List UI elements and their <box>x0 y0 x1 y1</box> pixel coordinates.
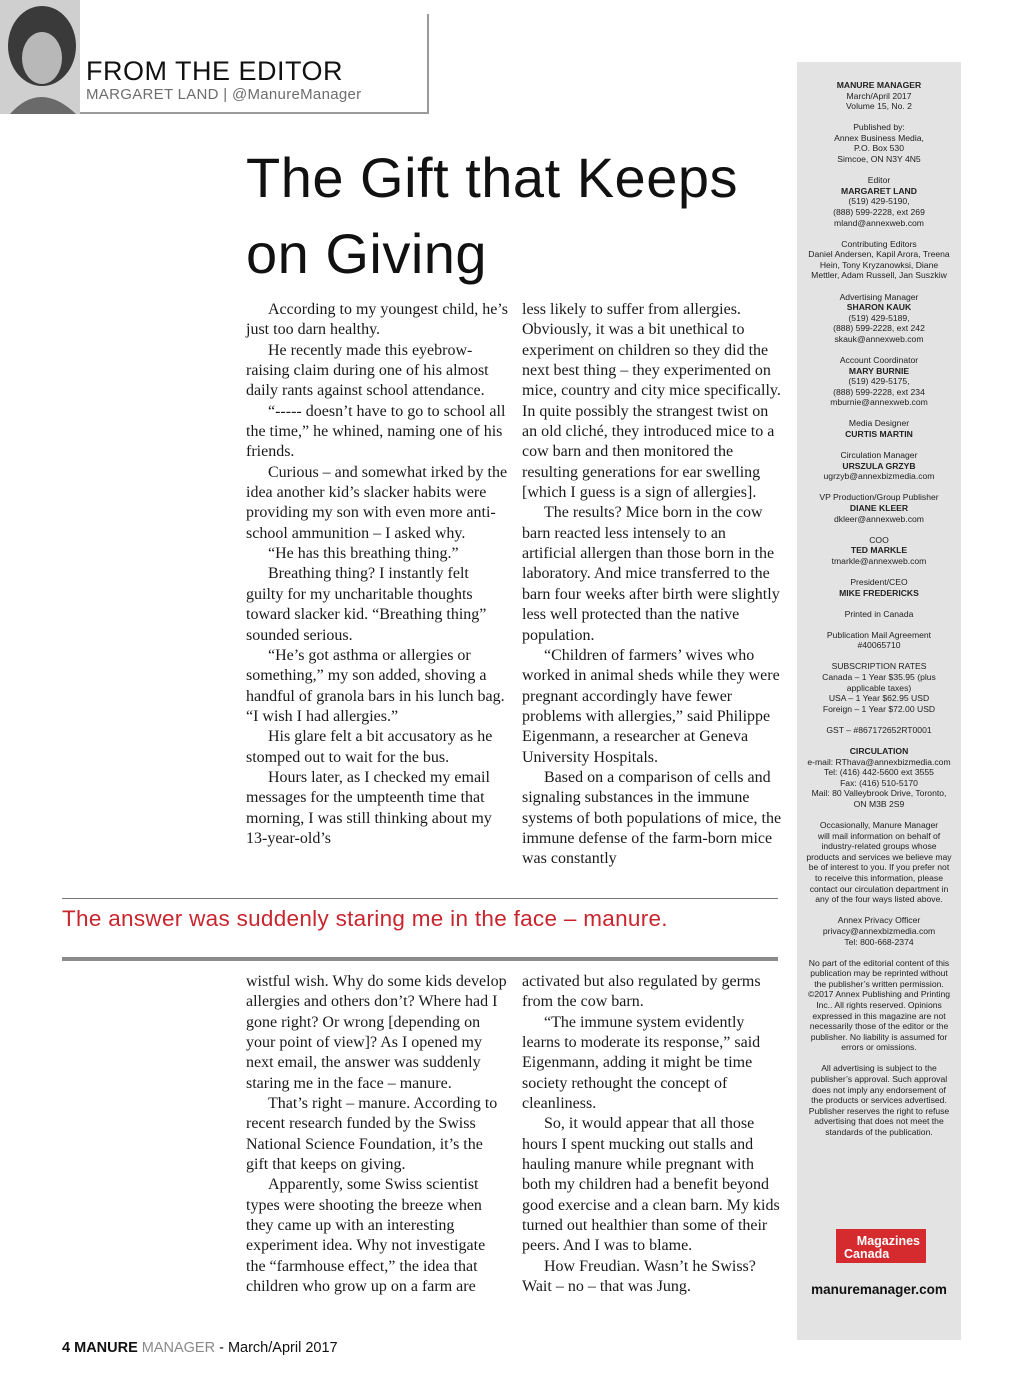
masthead-line: (888) 599-2228, ext 234 <box>833 386 925 397</box>
masthead-line: mland@annexweb.com <box>834 217 924 228</box>
masthead-line: publisher. No liability is assumed for <box>810 1031 948 1042</box>
paragraph: Curious – and somewhat irked by the idea another kid’s slacker habits were providing my son with even more anti-school ammunition – I asked why. <box>246 463 508 542</box>
masthead-line: standards of the publication. <box>825 1127 933 1137</box>
header-vertical-rule <box>427 14 429 112</box>
masthead-line: does not imply any endorsement of <box>812 1084 946 1095</box>
masthead-line: Daniel Andersen, Kapil Arora, Treena <box>808 249 950 260</box>
masthead-line: Simcoe, ON N3Y 4N5 <box>837 154 921 165</box>
masthead-line: (519) 429-5190, <box>848 196 910 207</box>
paragraph: Apparently, some Swiss scientist types were shooting the breeze when they came up with an interesting experiment idea. Why not investigate the “farmhouse effect,” the idea that children who grow up on a farm are <box>246 1176 486 1296</box>
masthead-line: TED MARKLE <box>850 545 908 556</box>
paragraph: “He has this breathing thing.” <box>268 545 459 563</box>
masthead-line: the publisher’s written permission. <box>814 978 944 989</box>
masthead-block <box>802 175 956 228</box>
masthead-line: Advertising Manager <box>839 291 919 302</box>
masthead-line: All advertising is subject to the <box>821 1063 937 1074</box>
masthead-block <box>802 915 956 947</box>
paragraph: So, it would appear that all those hours I spent mucking out stalls and hauling manure while pregnant with both my children had a benefit beyond good exercise and a clean barn. My kids turned out healthier than some of their peers. And I was to blame. <box>522 1115 780 1255</box>
masthead-line: ©2017 Annex Publishing and Printing <box>807 989 951 1000</box>
masthead-line: any of the four ways listed above. <box>815 894 943 905</box>
masthead-line: No part of the editorial content of this <box>808 957 950 968</box>
masthead-line: Publication Mail Agreement <box>826 629 932 640</box>
paragraph: “He’s got asthma or allergies or something,” my son added, shoving a handful of granola bars in his lunch bag. “I wish I had allergies.” <box>246 646 505 725</box>
masthead-line: (888) 599-2228, ext 242 <box>833 323 925 334</box>
masthead-block <box>802 630 956 651</box>
paragraph: That’s right – manure. According to recent research funded by the Swiss National Science Foundation, it’s the gift that keeps on giving. <box>246 1095 498 1174</box>
masthead-line: Inc.. All rights reserved. Opinions <box>816 999 942 1010</box>
masthead-line: Contributing Editors <box>841 238 917 249</box>
masthead-line: mburnie@annexweb.com <box>830 397 928 408</box>
masthead-line: dkleer@annexweb.com <box>834 513 924 524</box>
masthead-line: MARGARET LAND <box>841 185 917 196</box>
masthead-line: President/CEO <box>850 576 908 587</box>
masthead-line: #40065710 <box>857 640 901 651</box>
magazines-canada-logo: Magazines Canada <box>836 1229 926 1263</box>
masthead-block <box>802 661 956 714</box>
paragraph: “Children of farmers’ wives who worked in animal sheds while they were pregnant accordingly have fewer problems with allergies,” said Philippe Eigenmann, a researcher at Geneva University Hospitals. <box>522 646 780 766</box>
masthead-line: Published by: <box>853 122 905 133</box>
masthead-line: GST – #867172652RT0001 <box>826 724 932 735</box>
paragraph: He recently made this eyebrow-raising claim during one of his almost daily rants against school attendance. <box>246 341 489 400</box>
paragraph: How Freudian. Wasn’t he Swiss? Wait – no – that was Jung. <box>522 1257 756 1296</box>
footer-brand-bold: MANURE <box>74 1340 138 1356</box>
paragraph: Hours later, as I checked my email messages for the umpteenth time that morning, I was still thinking about my 13-year-old’s <box>246 768 492 847</box>
masthead-line: ON M3B 2S9 <box>853 798 905 809</box>
paragraph: “----- doesn’t have to go to school all the time,” he whined, naming one of his friends. <box>246 402 506 461</box>
page-number: 4 <box>62 1340 71 1356</box>
masthead-block <box>802 80 956 112</box>
paragraph: Breathing thing? I instantly felt guilty for my uncharitable thoughts toward slacker kid. “Breathing thing” sounded serious. <box>246 565 487 644</box>
masthead-line: Tel: 800-668-2374 <box>844 936 914 947</box>
masthead-line: expressed in this magazine are not <box>812 1010 946 1021</box>
masthead-line: Annex Business Media, <box>834 132 924 143</box>
masthead-line: SUBSCRIPTION RATES <box>831 661 927 672</box>
masthead-line: skauk@annexweb.com <box>834 333 924 344</box>
masthead-line: e-mail: RThava@annexbizmedia.com <box>807 756 951 767</box>
pull-quote: The answer was suddenly staring me in the face – manure. <box>62 906 668 931</box>
masthead-line: DIANE KLEER <box>849 503 909 513</box>
masthead-line: Annex Privacy Officer <box>837 915 921 926</box>
page-footer <box>62 1340 338 1356</box>
byline: MARGARET LAND | @ManureManager <box>86 86 362 103</box>
masthead-line: Hein, Tony Kryzanowksi, Diane <box>819 259 939 270</box>
masthead-line: Canada – 1 Year $35.95 (plus <box>822 672 936 683</box>
masthead-line: VP Production/Group Publisher <box>819 492 939 503</box>
article-column-top-right <box>522 300 784 870</box>
paragraph: His glare felt a bit accusatory as he stomped out to wait for the bus. <box>246 728 493 766</box>
masthead-line: to receive this information, please <box>814 873 944 884</box>
editor-photo <box>0 0 80 114</box>
footer-brand-light: MANAGER <box>141 1340 216 1356</box>
masthead-line: COO <box>869 534 889 545</box>
masthead-line: Printed in Canada <box>844 608 914 619</box>
masthead-block <box>802 292 956 345</box>
masthead-line: MANURE MANAGER <box>836 80 922 90</box>
article-column-bottom-right <box>522 972 784 1298</box>
masthead-line: the products or services advertised. <box>811 1095 947 1106</box>
masthead-block <box>802 492 956 524</box>
masthead-line: March/April 2017 <box>846 90 912 101</box>
masthead-block <box>802 355 956 408</box>
masthead-line: privacy@annexbizmedia.com <box>822 925 936 936</box>
masthead-line: tmarkle@annexweb.com <box>831 555 927 566</box>
masthead-line: will mail information on behalf of <box>817 830 941 841</box>
paragraph: “The immune system evidently learns to moderate its response,” said Eigenmann, adding it might be time society rethought the concept of cleanliness. <box>522 1013 761 1113</box>
masthead-line: Mettler, Adam Russell, Jan Suszkiw <box>811 270 947 281</box>
masthead-line: URSZULA GRZYB <box>842 460 916 471</box>
masthead-line: Editor <box>867 175 891 186</box>
masthead-line: MIKE FREDERICKS <box>839 587 919 598</box>
masthead-line: be of interest to you. If you prefer not <box>808 862 950 873</box>
masthead-block <box>802 609 956 620</box>
masthead-line: USA – 1 Year $62.95 USD <box>828 693 930 704</box>
masthead-line: CIRCULATION <box>849 746 909 756</box>
masthead-text <box>802 80 956 1148</box>
article-column-bottom-left <box>246 972 508 1298</box>
masthead-line: Volume 15, No. 2 <box>846 101 912 112</box>
masthead-block <box>802 1063 956 1137</box>
masthead-line: SHARON KAUK <box>846 302 912 313</box>
masthead-block <box>802 122 956 164</box>
paragraph: According to my youngest child, he’s just too darn healthy. <box>246 301 508 339</box>
masthead-line: Tel: (416) 442-5600 ext 3555 <box>824 767 934 778</box>
masthead-line: Media Designer <box>848 418 910 429</box>
pull-quote-rule-top <box>62 898 778 899</box>
paragraph: wistful wish. Why do some kids develop allergies and others don’t? Where had I gone right? Or wrong [depending on your point of view]? As I opened my next email, the answer was suddenly staring me in the face – manure. <box>246 973 507 1092</box>
masthead-line: CURTIS MARTIN <box>845 429 913 440</box>
masthead-line: Circulation Manager <box>840 450 918 461</box>
website-link[interactable]: manuremanager.com <box>811 1282 947 1297</box>
masthead-line: advertising that does not meet the <box>814 1116 944 1127</box>
masthead-line: Fax: (416) 510-5170 <box>840 777 918 788</box>
masthead-line: ugrzyb@annexbizmedia.com <box>823 471 935 482</box>
masthead-block <box>802 746 956 810</box>
paragraph: Based on a comparison of cells and signaling substances in the immune systems of both populations of mice, the immune defense of the farm-born mice was constantly <box>522 768 782 868</box>
masthead-block <box>802 725 956 736</box>
masthead-block <box>802 239 956 281</box>
masthead-line: Foreign – 1 Year $72.00 USD <box>822 703 936 714</box>
article-column-top-left <box>246 300 508 849</box>
masthead-line: necessarily those of the editor or the <box>809 1021 949 1032</box>
masthead-block <box>802 958 956 1053</box>
masthead-line: industry-related groups whose <box>821 841 937 852</box>
masthead-line: Mail: 80 Valleybrook Drive, Toronto, <box>811 788 947 799</box>
masthead-block <box>802 418 956 439</box>
section-label: FROM THE EDITOR <box>86 56 344 86</box>
paragraph: The results? Mice born in the cow barn reacted less intensely to an artificial allergen than those born in the laboratory. And mice transferred to the barn four weeks after birth were slightly less well protected than the native population. <box>522 504 780 644</box>
masthead-line: Account Coordinator <box>839 354 919 365</box>
paragraph: less likely to suffer from allergies. Obviously, it was a bit unethical to experiment on children so they did the next best thing – they experimented on mice, country and city mice specifically. In quite possibly the strangest twist on an old cliché, they introduced mice to a cow barn and then monitored the resulting generations for ear swelling [which I guess is a sign of allergies]. <box>522 301 781 502</box>
masthead-line: MARY BURNIE <box>848 365 910 376</box>
masthead-block <box>802 577 956 598</box>
pull-quote-rule-bottom <box>62 957 778 961</box>
masthead-line: Occasionally, Manure Manager <box>819 820 939 831</box>
masthead-line: Publisher reserves the right to refuse <box>808 1105 950 1116</box>
paragraph: activated but also regulated by germs from the cow barn. <box>522 973 761 1011</box>
masthead-line: (888) 599-2228, ext 269 <box>833 206 925 217</box>
masthead-line: products and services we believe may <box>806 851 952 862</box>
masthead-line: (519) 429-5175, <box>848 376 910 387</box>
masthead-line: errors or omissions. <box>841 1042 917 1053</box>
masthead-line: publisher’s approval. Such approval <box>810 1074 948 1085</box>
masthead-line: (519) 429-5189, <box>848 312 910 323</box>
footer-issue: - March/April 2017 <box>215 1340 338 1356</box>
header-horizontal-rule <box>80 112 429 114</box>
masthead-line: publication may be reprinted without <box>810 968 948 979</box>
masthead-block <box>802 820 956 905</box>
masthead-line: applicable taxes) <box>846 682 912 693</box>
masthead-block <box>802 450 956 482</box>
masthead-line: P.O. Box 530 <box>853 143 904 154</box>
masthead-line: contact our circulation department in <box>809 883 949 894</box>
masthead-block <box>802 535 956 567</box>
article-title: The Gift that Keeps on Giving <box>246 146 738 285</box>
